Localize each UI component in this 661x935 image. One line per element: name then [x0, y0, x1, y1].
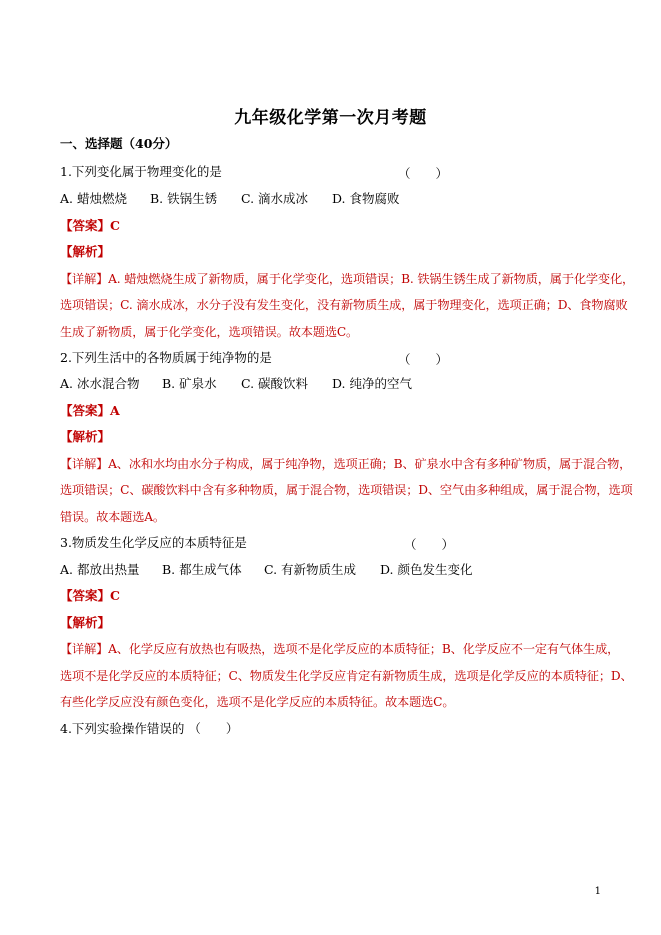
question-1-stem: [60, 164, 222, 180]
option-b: B. 矿泉水: [161, 376, 217, 391]
analysis-label: 【解析】: [60, 244, 111, 259]
detail-line: 错误。故本题选A。: [60, 510, 165, 524]
answer-blank: （ ）: [404, 537, 455, 552]
option-c: C. 碳酸饮料: [240, 376, 309, 391]
question-4-stem: [60, 721, 238, 737]
analysis-label: 【解析】: [60, 615, 111, 630]
answer-label: 【答案】A: [60, 403, 120, 418]
question-stem-text: 4.下列实验操作错误的: [60, 721, 185, 736]
question-stem-text: 3.物质发生化学反应的本质特征是: [60, 535, 247, 550]
option-c: C. 有新物质生成: [263, 562, 357, 577]
detail-line: 有些化学反应没有颜色变化，选项不是化学反应的本质特征。故本题选C。: [60, 695, 455, 709]
question-3-stem: [60, 535, 247, 551]
question-2-options: [60, 376, 424, 392]
question-2-stem: [60, 350, 272, 366]
option-c: C. 滴水成冰: [240, 191, 309, 206]
detail-line: 【详解】A. 蜡烛燃烧生成了新物质，属于化学变化，选项错误；B. 铁锅生锈生成了新物质，属于化学变化，: [60, 272, 635, 286]
detail-line: 生成了新物质，属于化学变化，选项错误。故本题选C。: [60, 325, 359, 339]
detail-line: 【详解】A、化学反应有放热也有吸热，选项不是化学反应的本质特征；B、化学反应不一定有气体生成，: [60, 642, 620, 656]
answer-blank: （ ）: [398, 166, 449, 181]
detail-line: 【详解】A、冰和水均由水分子构成，属于纯净物，选项正确；B、矿泉水中含有多种矿物质，属于混合物，: [60, 457, 632, 471]
answer-blank: （ ）: [398, 352, 449, 367]
option-d: D. 纯净的空气: [331, 376, 412, 391]
question-1-options: [60, 191, 411, 207]
answer-label: 【答案】C: [60, 588, 120, 603]
question-stem-text: 1.下列变化属于物理变化的是: [60, 164, 222, 179]
detail-line: 选项错误；C. 滴水成冰，水分子没有发生变化，没有新物质生成，属于物理变化，选项正确；D、食物腐败: [60, 298, 628, 312]
detail-line: 选项错误；C、碳酸饮料中含有多种物质，属于混合物，选项错误；D、空气由多种组成，属于混合物，选项: [60, 483, 633, 497]
analysis-label: 【解析】: [60, 429, 111, 444]
question-stem-text: 2.下列生活中的各物质属于纯净物的是: [60, 350, 272, 365]
option-a: A. 都放出热量: [60, 562, 140, 577]
detail-line: 选项不是化学反应的本质特征；C、物质发生化学反应肯定有新物质生成，选项是化学反应的本质特征；D、: [60, 669, 633, 683]
page-number: 1: [594, 886, 601, 897]
option-b: B. 都生成气体: [161, 562, 242, 577]
question-3-options: [60, 562, 484, 578]
section-heading: 一、选择题（40分）: [60, 136, 178, 151]
option-d: D. 食物腐败: [331, 191, 400, 206]
answer-blank: （ ）: [188, 721, 239, 736]
answer-label: 【答案】C: [60, 218, 120, 233]
option-d: D. 颜色发生变化: [379, 562, 473, 577]
option-a: A. 蜡烛燃烧: [60, 191, 127, 206]
option-a: A. 冰水混合物: [60, 376, 140, 391]
page-title: 九年级化学第一次月考题: [234, 108, 427, 128]
option-b: B. 铁锅生锈: [149, 191, 218, 206]
